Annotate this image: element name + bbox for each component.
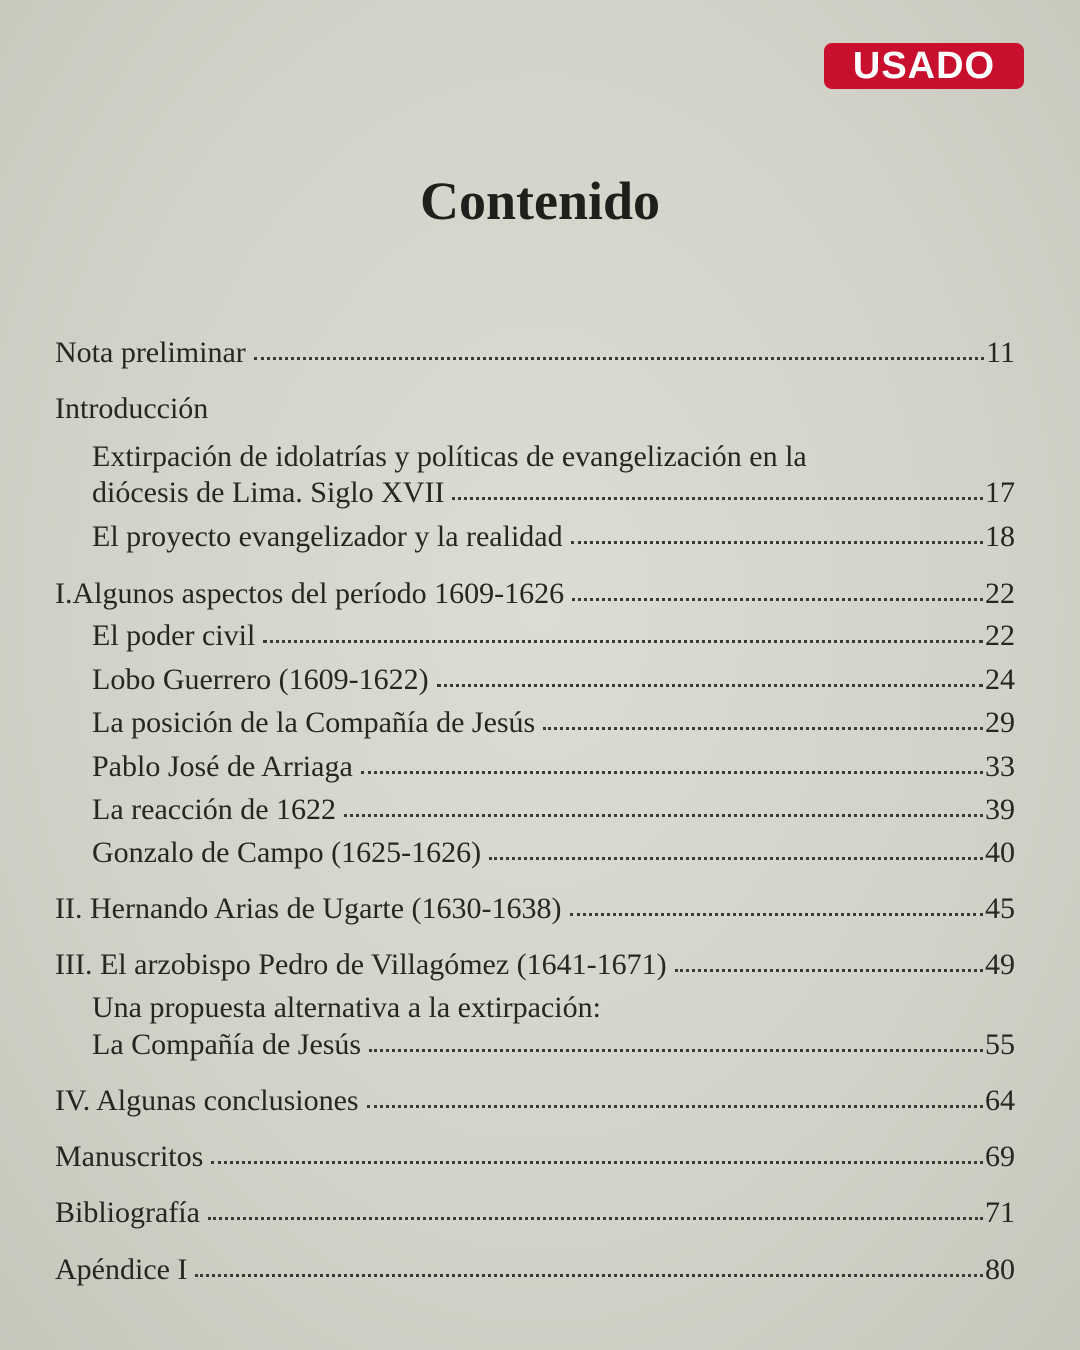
toc-entry	[92, 748, 1015, 786]
toc-entry-title: La Compañía de Jesús	[92, 1028, 362, 1061]
toc-entry-title: III. El arzobispo Pedro de Villagómez (1641-1671)	[55, 948, 667, 981]
used-badge: USADO	[824, 43, 1024, 89]
toc-entry	[55, 1138, 1015, 1176]
toc-entry-title: diócesis de Lima. Siglo XVII	[92, 476, 445, 509]
leader-dots	[344, 808, 983, 817]
toc-page-number: 11	[986, 336, 1015, 369]
toc-section-heading: Introducción	[55, 392, 209, 425]
toc-page-number: 22	[985, 577, 1015, 610]
leader-dots	[361, 765, 983, 774]
toc-page-number: 64	[985, 1084, 1015, 1117]
toc-page-number: 24	[985, 663, 1015, 696]
toc-entry	[55, 890, 1015, 928]
toc-entry	[92, 834, 1015, 872]
toc-entry-title: La posición de la Compañía de Jesús	[92, 706, 536, 739]
leader-dots	[452, 491, 983, 500]
toc-entry	[92, 474, 1015, 512]
toc-entry	[92, 661, 1015, 699]
toc-entry	[55, 575, 1015, 613]
toc-entry-title: Nota preliminar	[55, 336, 246, 369]
toc-entry-title: El proyecto evangelizador y la realidad	[92, 520, 563, 553]
toc-entry-title: Apéndice I	[55, 1253, 188, 1286]
leader-dots	[211, 1155, 983, 1164]
toc-page-number: 39	[985, 793, 1015, 826]
toc-entry	[55, 334, 1015, 372]
toc-entry-title: II. Hernando Arias de Ugarte (1630-1638)	[55, 892, 562, 925]
toc-entry	[55, 1251, 1015, 1289]
leader-dots	[572, 592, 983, 601]
toc-page-number: 45	[985, 892, 1015, 925]
leader-dots	[208, 1211, 983, 1220]
toc-page-number: 69	[985, 1140, 1015, 1173]
toc-page-number: 22	[985, 619, 1015, 652]
leader-dots	[195, 1268, 983, 1277]
leader-dots	[367, 1099, 983, 1108]
toc-entry	[55, 946, 1015, 984]
toc-entry-line	[92, 989, 1015, 1027]
leader-dots	[571, 535, 983, 544]
leader-dots	[254, 351, 984, 360]
leader-dots	[489, 851, 983, 860]
toc-page-number: 33	[985, 750, 1015, 783]
toc-entry	[92, 518, 1015, 556]
toc-entry-title: Bibliografía	[55, 1196, 200, 1229]
toc-entry-title: Gonzalo de Campo (1625-1626)	[92, 836, 482, 869]
toc-entry	[92, 1026, 1015, 1064]
leader-dots	[263, 634, 983, 643]
toc-entry-title: Pablo José de Arriaga	[92, 750, 353, 783]
toc-entry-title: Manuscritos	[55, 1140, 204, 1173]
leader-dots	[437, 678, 983, 687]
toc-entry-title: La reacción de 1622	[92, 793, 337, 826]
toc-entry-title: Lobo Guerrero (1609-1622)	[92, 663, 429, 696]
toc-entry-line	[92, 438, 1015, 476]
leader-dots	[675, 963, 983, 972]
page-title: Contenido	[419, 171, 661, 231]
toc-entry	[55, 1082, 1015, 1120]
toc-page-number: 18	[985, 520, 1015, 553]
toc-page-number: 80	[985, 1253, 1015, 1286]
toc-entry-title: Una propuesta alternativa a la extirpación:	[92, 991, 601, 1024]
toc-page-number: 71	[985, 1196, 1015, 1229]
leader-dots	[369, 1043, 983, 1052]
toc-entry-title: El poder civil	[92, 619, 256, 652]
toc-entry	[55, 390, 1015, 428]
toc-page-number: 17	[985, 476, 1015, 509]
toc-entry	[92, 617, 1015, 655]
leader-dots	[570, 907, 984, 916]
toc-page-number: 29	[985, 706, 1015, 739]
toc-entry-title: Extirpación de idolatrías y políticas de evangelización en la	[92, 440, 807, 473]
toc-page-number: 40	[985, 836, 1015, 869]
leader-dots	[543, 721, 983, 730]
toc-entry	[92, 791, 1015, 829]
toc-entry-title: I.Algunos aspectos del período 1609-1626	[55, 577, 565, 610]
toc-entry	[92, 704, 1015, 742]
toc-entry	[55, 1194, 1015, 1232]
toc-page-number: 55	[985, 1028, 1015, 1061]
toc-entry-title: IV. Algunas conclusiones	[55, 1084, 359, 1117]
toc-page-number: 49	[985, 948, 1015, 981]
